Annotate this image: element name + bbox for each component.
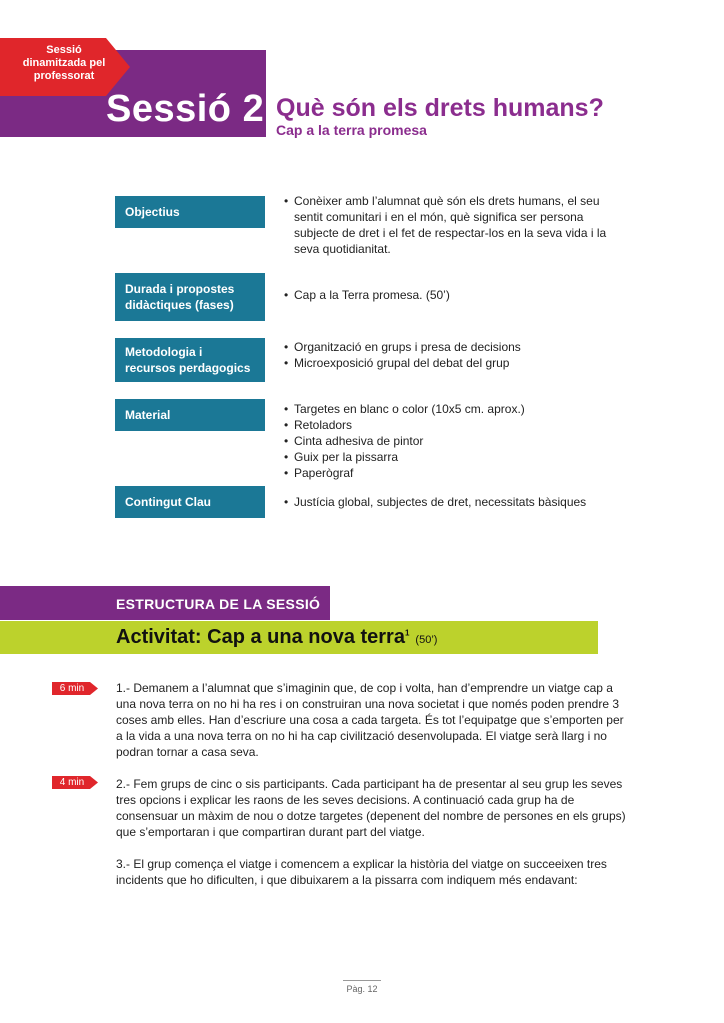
step-paragraph: 1.- Demanem a l’alumnat que s’imaginin que, de cop i volta, han d’emprendre un viatge cap a una nova terra on no hi ha res i on construiran una nova societat i que només poden prendre 3 coses amb elles. Han d’escriure una cosa a cada targeta. És tot l’equipatge que s’emporten per a la vida a una nova terra on no hi ha cap civilització desenvolupada. El viatge serà llarg i no podran tornar a casa seva.	[116, 681, 624, 759]
row-list-material	[284, 401, 624, 481]
row-label-material: Material	[115, 399, 265, 431]
page-title: Què són els drets humans?	[276, 94, 604, 122]
activity-duration: (50’)	[415, 634, 438, 646]
activity-title-text: Activitat: Cap a una nova terra	[116, 626, 405, 648]
list-item: • Cap a la Terra promesa. (50’)	[284, 287, 624, 303]
flag-text: Sessió dinamitzada pel professorat	[22, 44, 106, 82]
row-list-objectius	[284, 193, 624, 257]
time-label: 6 min	[59, 683, 85, 694]
footer-divider	[343, 980, 381, 981]
step-paragraph: 3.- El grup comença el viatge i comencem a explicar la història del viatge on succeeixen tres incidents que ho dificulten, i que dibuixarem a la pissarra com indiquem més endavant:	[116, 857, 607, 887]
list-item: • Targetes en blanc o color (10x5 cm. aprox.)	[284, 401, 624, 417]
structure-heading: ESTRUCTURA DE LA SESSIÓ	[116, 596, 321, 612]
list-item: • Microexposició grupal del debat del grup	[284, 355, 624, 371]
list-item: • Justícia global, subjectes de dret, necessitats bàsiques	[284, 494, 624, 510]
page-number: Pàg. 12	[346, 984, 378, 994]
list-item: • Organització en grups i presa de decisions	[284, 339, 624, 355]
step-paragraph: 2.- Fem grups de cinc o sis participants. Cada participant ha de presentar al seu grup les seves tres opcions i explicar les raons de les seves decisions. A continuació cada grup ha de consensuar un màxim de nou o dotze targetes (depenent del nombre de persones en els grups) que s’emportaran i que compartiran durant part del viatge.	[116, 777, 626, 839]
list-item: • Paperògraf	[284, 465, 624, 481]
row-list-metodologia	[284, 339, 624, 371]
page-subtitle: Cap a la terra promesa	[276, 122, 427, 138]
row-list-durada	[284, 287, 624, 303]
list-item: • Guix per la pissarra	[284, 449, 624, 465]
row-label-contingut: Contingut Clau	[115, 486, 265, 518]
row-label-durada: Durada i propostes didàctiques (fases)	[115, 273, 265, 321]
list-item: • Cinta adhesiva de pintor	[284, 433, 624, 449]
row-label-objectius: Objectius	[115, 196, 265, 228]
session-number: Sessió 2	[106, 88, 265, 130]
footnote-mark: 1	[404, 628, 410, 638]
row-label-metodologia: Metodologia i recursos perdagogics	[115, 338, 265, 382]
time-label: 4 min	[59, 777, 85, 788]
activity-title	[116, 626, 437, 649]
row-list-contingut	[284, 494, 624, 510]
list-item: • Retoladors	[284, 417, 624, 433]
list-item: • Conèixer amb l’alumnat què són els drets humans, el seu sentit comunitari i en el món, què significa ser persona subjecte de dret i el fet de respectar-los en la seva vida i la seva quotidianitat.	[284, 193, 624, 257]
